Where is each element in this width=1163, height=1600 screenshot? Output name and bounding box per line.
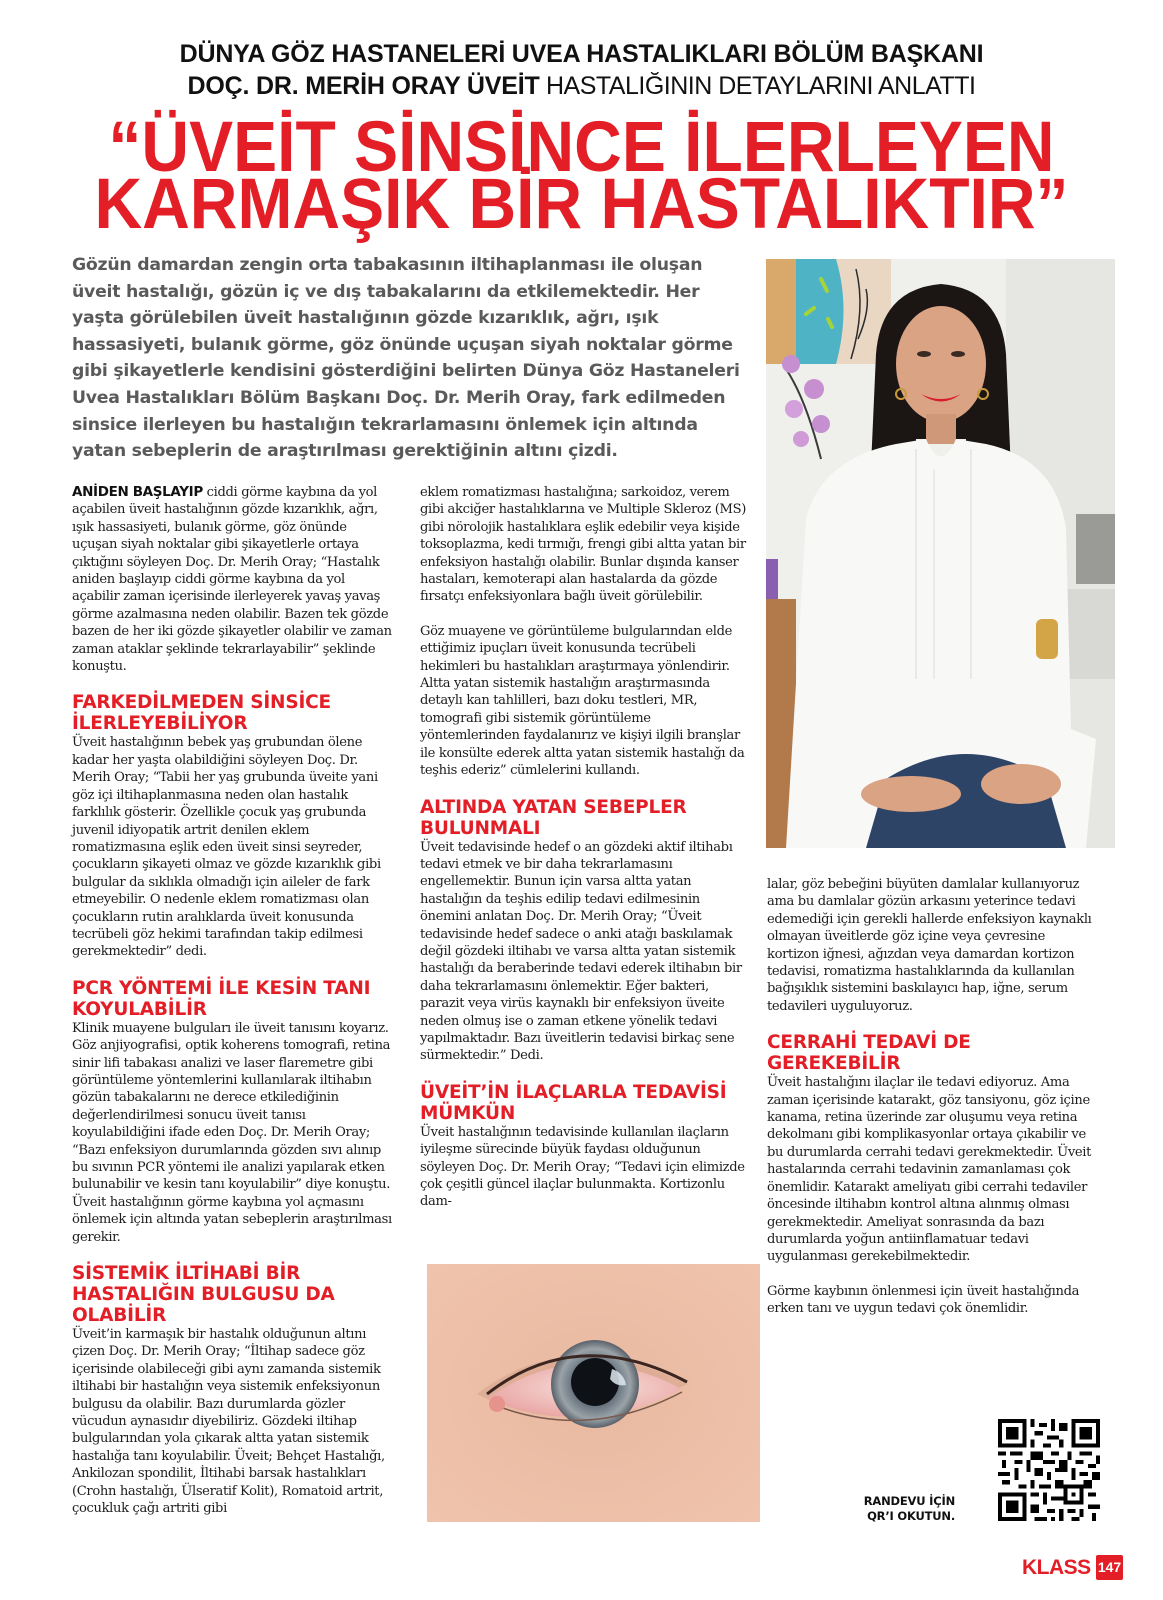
section-text-altinda-yatan: Üveit tedavisinde hedef o an gözdeki aktif iltihabı tedavi etmek ve bir daha tekrarlamasını engellemektir. Bunun için varsa altta yatan hastalığın da teşhis edilip tedavi edilmesinin önemini anlatan Doç. Dr. Merih Oray; “Üveit tedavisinde hedef sadece o anki atağı baskılamak değil gözdeki iltihabı ve varsa altta yatan sistemik hastalığı da beraberinde tedavi ederek iltihabın bir daha tekrarlamasını önlemektir. Eğer bakteri, parazit veya virüs kaynaklı bir enfeksiyon üveite neden olmuş ise o zaman etkene yönelik tedavi yapılmaktadır. Bazı üveitlerin tedavisi birkaç sene sürmektedir.” Dedi. <box>420 839 742 1064</box>
column2-paragraph-2: Göz muayene ve görüntüleme bulgularından elde ettiğimiz ipuçları üveit konusunda tecrübeli hekimleri bu hastalıkları araştırmaya yönlendirir. Altta yatan sistemik hastalığın araştırmasında detaylı kan tahlilleri, bazı doku testleri, MR, tomografi gibi sistemik görüntüleme yöntemlerinden faydalanırız ve kişiyi ilgili branşlar ile konsülte ederek altta yatan sistemik hastalığı da teşhis ederiz” cümlelerini kullandı. <box>420 623 745 779</box>
page-number-badge: 147 <box>1096 1555 1123 1580</box>
headline-line-1: “ÜVEİT SİNSİNCE İLERLEYEN <box>108 106 1055 186</box>
section-text-pcr: Klinik muayene bulguları ile üveit tanısını koyarız. Göz anjiyografisi, optik koherens tomografi, retina sinir lifi tabakası analizi ve laser flaremetre gibi görüntüleme yöntemlerini kullanılarak iltihabın gözün tabakalarını ne derece etkilediğinin değerlendirilmesi sonucu üveit tanısı koyulabildiğini ifade eden Doç. Dr. Merih Oray; “Bazı enfeksiyon durumlarında gözden sıvı alınıp bu sıvının PCR yöntemi ile analizi yapılarak etken bulunabilir ve kesin tanı koyulabilir” diye konuştu. Üveit hastalığının görme kaybına yol açmasını önlemek için altında yatan sebeplerin araştırılması gerekir. <box>72 1020 392 1245</box>
section-heading-pcr: PCR YÖNTEMİ İLE KESİN TANI KOYULABİLİR <box>72 977 371 1020</box>
section-heading-farkedilmeden: FARKEDİLMEDEN SİNSİCE İLERLEYEBİLİYOR <box>72 692 331 735</box>
kicker-subtitle: HASTALIĞININ DETAYLARINI ANLATTI <box>539 72 976 100</box>
intro-paragraph <box>72 484 394 675</box>
kicker-line-1: DÜNYA GÖZ HASTANELERİ UVEA HASTALIKLARI BÖLÜM BAŞKANI <box>179 40 984 68</box>
kicker-line-2 <box>0 72 1163 101</box>
qr-caption-line-1: RANDEVU İÇİN <box>863 1494 955 1508</box>
appointment-qr-code[interactable] <box>998 1419 1100 1521</box>
section-text-ilaclarla: Üveit hastalığının tedavisinde kullanılan ilaçların iyileşme sürecinde büyük faydası olduğunun söyleyen Doç. Dr. Merih Oray; “Tedavi için elimizde çok çeşitli güncel ilaçlar bulunmakta. Kortizonlu dam- <box>420 1124 745 1210</box>
section-heading-ilaclarla: ÜVEİT’İN İLAÇLARLA TEDAVİSİ MÜMKÜN <box>420 1081 727 1124</box>
section-heading-sistemik: SİSTEMİK İLTİHABİ BİR HASTALIĞIN BULGUSU DA OLABİLİR <box>72 1263 335 1327</box>
magazine-brand: KLASS <box>1022 1556 1091 1579</box>
lead-paragraph: Gözün damardan zengin orta tabakasının iltihaplanması ile oluşan üveit hastalığı, gözün iç ve dış tabakalarını da etkilemektedir. Her yaşta görülebilen üveit hastalığının gözde kızarıklık, ağrı, ışık hassasiyeti, bulanık görme, göz önünde uçuşan siyah noktalar görme gibi şikayetlerle kendisini gösterdiğini belirten Dünya Göz Hastaneleri Uvea Hastalıkları Bölüm Başkanı Doç. Dr. Merih Oray, fark edilmeden sinsice ilerleyen bu hastalığın tekrarlamasını önlemek için altında yatan sebeplerin de araştırılması gerektiğinin altını çizdi. <box>72 255 740 462</box>
intro-lead-in: ANİDEN BAŞLAYIP <box>72 484 203 500</box>
article-column-3 <box>767 876 1095 1318</box>
section-text-farkedilmeden: Üveit hastalığının bebek yaş grubundan ölene kadar her yaşta olabildiğini söyleyen Doç. Dr. Merih Oray; “Tabii her yaş grubunda üveite yani göz içi iltihaplanmasına neden olan hastalık farklılık gösterir. Özellikle çocuk yaş grubunda juvenil idiyopatik artrit denilen eklem romatizmasına eşlik eden üveit sinsi seyreder, çocukların şikayeti olmaz ve gözde kızarıklık gibi bulgular da sıklıkla olmadığı için aileler de fark etmeyebilir. O nedenle eklem romatizması olan çocukların rutin aralıklarda üveit konusunda tecrübeli göz hekimi tarafından takip edilmesi gerekmektedir” dedi. <box>72 735 381 960</box>
section-text-sistemik: Üveit’in karmaşık bir hastalık olduğunun altını çizen Doç. Dr. Merih Oray; “İltihap sadece göz içerisinde olabileceği gibi aynı zamanda sistemik iltihabi bir hastalığın veya sistemik enfeksiyonun bulgusu da olabilir. Bazı durumlarda gözler vücudun aynasıdır diyebiliriz. Gözdeki iltihap bulgularından yola çıkarak altta yatan sistemik hastalığa tanı koyulabilir. Üveit; Behçet Hastalığı, Ankilozan spondilit, İltihabi barsak hastalıkları (Crohn hastalığı, Ülseratif Kolit), Romatoid artrit, çocukluk çağı artriti gibi <box>72 1327 385 1517</box>
column3-paragraph-1: lalar, göz bebeğini büyüten damlalar kullanıyoruz ama bu damlalar gözün arkasını yeterince tedavi edemediği için gerekli hallerde enfeksiyon kaynaklı olmayan üveitlerde göz içine veya çevresine kortizon iğnesi, ağızdan veya damardan kortizon tedavisi, romatizma hastalıklarında da kullanılan bağışıklık sistemini baskılayıcı hap, iğne, serum tedavileri uyguluyoruz. <box>767 877 1092 1014</box>
article-column-2 <box>420 484 748 1211</box>
qr-caption-line-2: QR’I OKUTUN. <box>867 1509 955 1523</box>
doctor-portrait-photo <box>766 259 1115 848</box>
section-heading-altinda-yatan: ALTINDA YATAN SEBEPLER BULUNMALI <box>420 796 687 839</box>
kicker-doctor-name: DOÇ. DR. MERİH ORAY ÜVEİT <box>187 72 540 100</box>
article-column-1 <box>72 484 394 1518</box>
headline-line-2: KARMAŞIK BİR HASTALIKTIR” <box>94 163 1069 243</box>
qr-caption <box>845 1494 955 1524</box>
red-eye-photo <box>427 1264 760 1522</box>
intro-text: ciddi görme kaybına da yol açabilen üveit hastalığının gözde kızarıklık, ağrı, ışık hassasiyeti, bulanık görme, göz önünde uçuşan siyah noktalar gibi şikayetlerle ortaya çıktığını söyleyen Doç. Dr. Merih Oray; “Hastalık aniden başlayıp ciddi görme kaybına da yol açabilir zaman içerisinde ilerleyerek yavaş yavaş görme azalmasına neden olabilir. Bazen tek gözde bazen de her iki gözde şikayetler olabilir ve zaman zaman ataklar şeklinde tekrarlayabilir” şeklinde konuştu. <box>72 485 392 675</box>
section-heading-cerrahi: CERRAHİ TEDAVİ DE GEREKEBİLİR <box>767 1032 971 1075</box>
section-text-cerrahi: Üveit hastalığını ilaçlar ile tedavi ediyoruz. Ama zaman içerisinde katarakt, göz tansiyonu, göz içine kanama, retina üzerinde zar oluşumu veya retina dekolmanı gibi komplikasyonlar ortaya çıkabilir ve bu durumlarda cerrahi tedavi gerekmektedir. Üveit hastalarında cerrahi tedavinin zamanlaması çok önemlidir. Katarakt ameliyatı gibi cerrahi tedaviler öncesinde iltihabın kontrol altına alınmış olması gerekmektedir. Ameliyat sonrasında da bazı durumlarda yoğun antiinflamatuar tedavi uygulanması gerekebilmektedir. <box>767 1075 1092 1265</box>
closing-paragraph: Görme kaybının önlenmesi için üveit hastalığında erken tanı ve uygun tedavi çok önemlidir. <box>767 1283 1080 1317</box>
column2-paragraph-1: eklem romatizması hastalığına; sarkoidoz, verem gibi akciğer hastalıklarına ve Multiple Skleroz (MS) gibi nörolojik hastalıklara eşlik edebilir veya kişide toksoplazma, kedi tırmığı, frengi gibi altta yatan bir enfeksiyon hastalığı olabilir. Bunlar dışında kanser hastaları, kemoterapi alan hastalarda da gözde fırsatçı enfeksiyonlara bağlı üveit görülebilir. <box>420 485 746 605</box>
